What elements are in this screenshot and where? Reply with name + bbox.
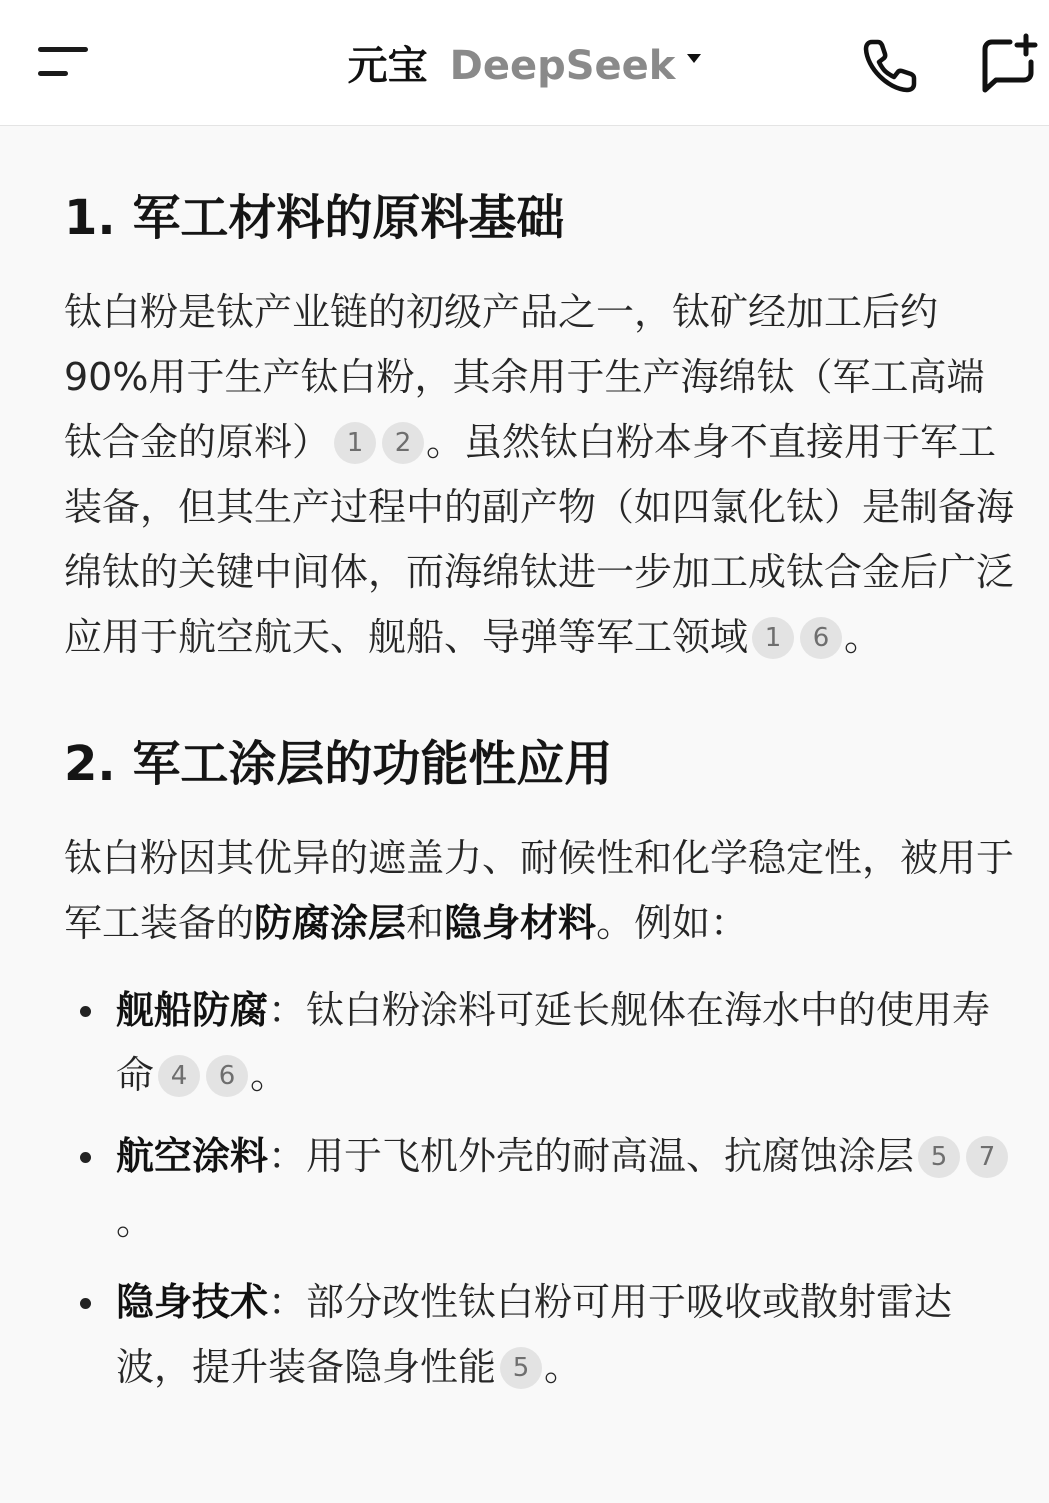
citation-badge[interactable]: 1 [334, 422, 376, 464]
citation-badge[interactable]: 5 [918, 1136, 960, 1178]
bullet-dot [80, 1152, 91, 1163]
section-heading: 2. 军工涂层的功能性应用 [64, 736, 613, 792]
paragraph-text: 钛白粉是钛产业链的初级产品之一，钛矿经加工后约90%用于生产钛白粉，其余用于生产海绵钛（军工高端钛合金的原料） [64, 290, 985, 464]
model-switcher[interactable] [450, 38, 702, 94]
citation-badge[interactable]: 6 [206, 1055, 248, 1097]
bullet-list [64, 978, 1014, 1400]
bullet-text: ：部分改性钛白粉可用于吸收或散射雷达波，提升装备隐身性能 [116, 1280, 953, 1389]
paragraph-text: 和 [406, 901, 445, 945]
bullet-dot [80, 1298, 91, 1309]
list-item [64, 1124, 1014, 1254]
citation-badge[interactable]: 7 [966, 1136, 1008, 1178]
citation-badge[interactable]: 4 [158, 1055, 200, 1097]
model-name: DeepSeek [449, 43, 676, 89]
bullet-label: 航空涂料 [116, 1134, 269, 1178]
app-name: 元宝 [347, 43, 428, 89]
bullet-end: 。 [250, 1053, 289, 1097]
citation-badge[interactable]: 6 [800, 617, 842, 659]
citation-badge[interactable]: 5 [500, 1347, 542, 1389]
paragraph-text: 。例如： [596, 901, 749, 945]
phone-call-button[interactable] [858, 34, 922, 98]
list-item [64, 978, 1014, 1108]
citation-badge[interactable]: 2 [382, 422, 424, 464]
list-item [64, 1270, 1014, 1400]
bold-term: 隐身材料 [444, 901, 597, 945]
phone-icon [858, 34, 922, 98]
bullet-end: 。 [544, 1345, 583, 1389]
bullet-dot [80, 1006, 91, 1017]
top-app-bar [0, 0, 1049, 126]
citation-badge[interactable]: 1 [752, 617, 794, 659]
bullet-label: 隐身技术 [116, 1280, 269, 1324]
section-heading: 1. 军工材料的原料基础 [64, 190, 565, 246]
bullet-end: 。 [116, 1199, 155, 1243]
bullet-text: ：用于飞机外壳的耐高温、抗腐蚀涂层 [268, 1134, 915, 1178]
paragraph-text: 。虽然钛白粉本身不直接用于军工装备，但其生产过程中的副产物（如四氯化钛）是制备海绵钛的关键中间体，而海绵钛进一步加工成钛合金后广泛应用于航空航天、舰船、导弹等军工领域 [64, 420, 1015, 659]
bold-term: 防腐涂层 [254, 901, 407, 945]
paragraph-text: 钛白粉因其优异的遮盖力、耐候性和化学稳定性，被用于军工装备的 [64, 836, 1015, 945]
bullet-label: 舰船防腐 [116, 988, 269, 1032]
section-paragraph [64, 280, 1014, 670]
caret-down-icon [687, 54, 701, 63]
bullet-text: ：钛白粉涂料可延长舰体在海水中的使用寿命 [116, 988, 991, 1097]
paragraph-text: 。 [844, 615, 883, 659]
section-paragraph [64, 826, 1014, 956]
new-chat-icon [976, 32, 1040, 96]
chat-message-content [64, 126, 1014, 1416]
new-chat-button[interactable] [976, 32, 1040, 96]
